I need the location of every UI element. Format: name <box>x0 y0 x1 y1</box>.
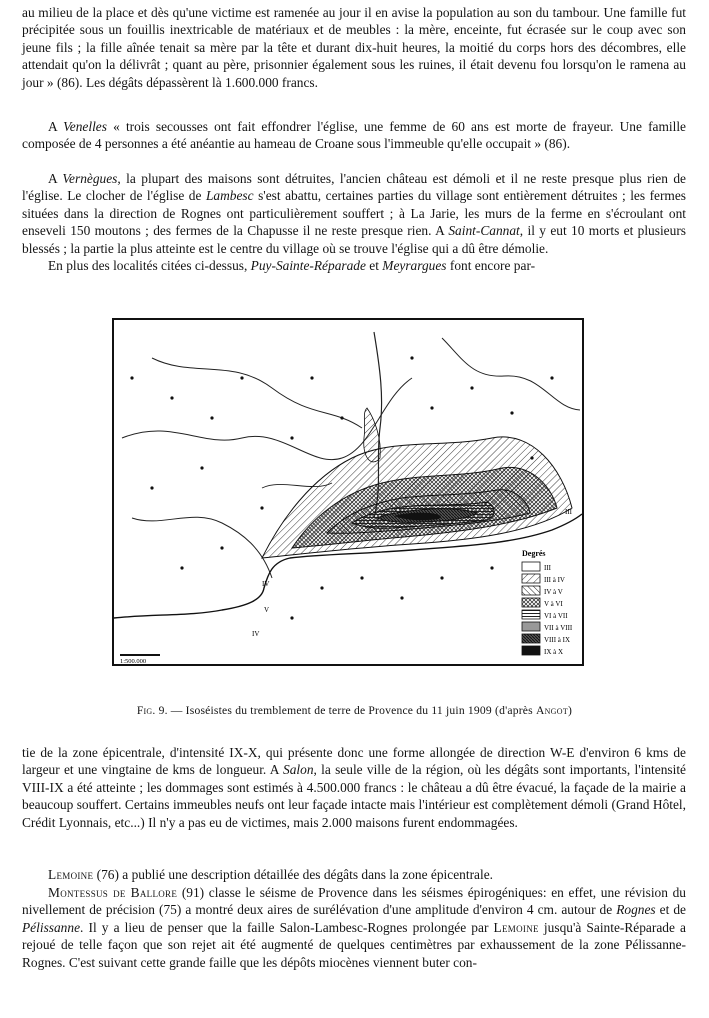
text-run: et de <box>655 902 686 918</box>
isoseismal-map-figure <box>112 318 590 678</box>
paragraph-other-localities <box>22 257 686 274</box>
paragraph-lemoine <box>22 866 686 883</box>
text-run: jusqu'à Sainte-Réparade a rejoué de telle façon que son rejet ait été augmenté de quelques centimètres par exhaussement de la zone Pélissanne-Rognes. C'est suivant cette grande faille que les dépôts miocènes viennent buter con- <box>22 919 686 970</box>
paragraph-montessus <box>22 884 686 971</box>
legend-label: VII à VIII <box>544 624 573 632</box>
legend-swatch <box>522 598 540 607</box>
place-name-meyrargues: Meyrargues <box>382 258 447 274</box>
text-run: tie de la zone épicentrale, d'intensité IX-X, qui présente donc une forme allongée de direction W-E d'environ 6 kms de largeur et une vingtaine de kms de longueur. A <box>22 745 686 778</box>
text-run: s'est abattu, certaines parties du village sont entièrement détruites ; les fermes situées dans la direction de Rognes ont particulièrement souffert ; à La Jarie, les murs de la ferme en s'écroulant ont enseveli 150 moutons ; des fermes de la Chapusse il ne reste presque rien. A <box>22 188 687 239</box>
legend-label: III <box>544 564 551 572</box>
paragraph-damage-account: au milieu de la place et dès qu'une victime est ramenée au jour il en avise la population au son du tambour. Une famille fut précipitée sous un fouillis inextricable de matériaux et de meubles : la mère, enceinte, fut écrasée sur le coup avec son jeune fils ; la fille aînée tenait sa mère par la tête et durant dix-huit heures, la moitié du corps hors des décombres, elle attendait qu'on la délivrât ; quant au père, prisonnier également sous les ruines, il était devenu fou lorsqu'on le ramena au jour » (86). Les dégâts dépassèrent là 1.600.000 francs. <box>22 5 686 90</box>
text-run: A <box>48 171 63 186</box>
zone-label: IV <box>262 580 270 588</box>
text-run: « trois secousses ont fait effondrer l'église, une femme de 60 ans est morte de frayeur. Une famille composée de 4 personnes a été anéantie au hameau de Croane sous l'immeuble qu'elle occupait » (86). <box>22 119 686 152</box>
place-name-lambesc: Lambesc <box>205 188 254 204</box>
legend-label: V à VI <box>544 600 563 608</box>
legend-swatch <box>522 574 540 583</box>
text-run: A <box>48 119 64 134</box>
legend-swatch <box>522 586 540 595</box>
caption-author: Angot <box>535 704 569 717</box>
caption-text: — Isoséistes du tremblement de terre de Provence du 11 juin 1909 (d'après <box>167 704 536 717</box>
zone-label: III <box>565 508 572 516</box>
zone-label: IV <box>252 630 260 638</box>
paragraph-venelles <box>22 118 686 153</box>
text-run: et <box>365 258 383 274</box>
paragraph-group-vernegues <box>22 170 686 274</box>
place-name-salon: Salon <box>283 762 314 778</box>
place-name-venelles: Venelles <box>63 119 107 134</box>
legend-swatch <box>522 646 540 655</box>
place-name-rognes: Rognes <box>616 902 656 918</box>
isoseismal-map <box>112 318 590 678</box>
legend-swatch <box>522 634 540 643</box>
legend-swatch <box>522 622 540 631</box>
legend-swatch <box>522 610 540 619</box>
author-lemoine: Lemoine <box>493 919 539 935</box>
legend-swatch <box>522 562 540 571</box>
legend-label: VI à VII <box>544 612 568 620</box>
text-run: (76) a publié une description détaillée des dégâts dans la zone épicentrale. <box>93 867 493 882</box>
caption-figure-number: Fig. 9. <box>136 704 168 717</box>
scale-label: 1:500.000 <box>120 658 147 665</box>
text-run: font encore par- <box>446 258 536 274</box>
place-name-saint-cannat: Saint-Cannat <box>448 223 520 239</box>
text-run: , il y eut 10 morts et plusieurs blessés ; la partie la plus atteinte est le centre du village où se trouve l'église qui a dû être démolie. <box>22 223 686 256</box>
place-name-pelissanne: Pélissanne <box>22 919 81 935</box>
legend-label: III à IV <box>544 576 565 584</box>
text-run: , la seule ville de la région, où les dégâts sont importants, l'intensité VIII-IX a été atteinte ; les dommages sont estimés à 4.500.000 francs : le château a dû être évacué, la façade de la mairie a beaucoup souffert. Certains immeubles neufs ont leur façade intacte mais l'intérieur est complètement démoli (Grand Hôtel, Crédit Lyonnais, etc...) Il n'y a pas eu de victimes, mais 2.000 maisons furent endommagées. <box>22 762 686 830</box>
author-lemoine: Lemoine <box>48 867 94 882</box>
legend-label: VIII à IX <box>544 636 571 644</box>
paragraph-vernegues <box>22 170 686 257</box>
text-run: , la plupart des maisons sont détruites, l'ancien château est démoli et il ne reste presque plus rien de l'église. Le clocher de l'église de <box>22 171 686 204</box>
legend-title: Degrés <box>522 549 546 558</box>
paragraph-salon <box>22 744 686 831</box>
caption-end: ) <box>568 704 573 717</box>
text-run: En plus des localités citées ci-dessus, <box>48 258 251 274</box>
author-montessus: Montessus de Ballore <box>48 885 178 900</box>
figure-caption <box>0 704 709 717</box>
legend-label: IV à V <box>544 588 563 596</box>
place-name-puy-sainte-reparade: Puy-Sainte-Réparade <box>250 258 366 274</box>
text-run: (91) classe le séisme de Provence dans les séismes épirogéniques: en effet, une révision du nivellement de précision (75) a montré deux aires de surélévation d'une amplitude d'environ 4 cm. autour de <box>22 885 686 918</box>
zone-label: V <box>264 606 270 614</box>
place-name-vernegues: Vernègues <box>62 171 118 186</box>
text-run: . Il y a lieu de penser que la faille Salon-Lambesc-Rognes prolongée par <box>80 919 494 935</box>
legend-label: IX à X <box>544 648 564 656</box>
